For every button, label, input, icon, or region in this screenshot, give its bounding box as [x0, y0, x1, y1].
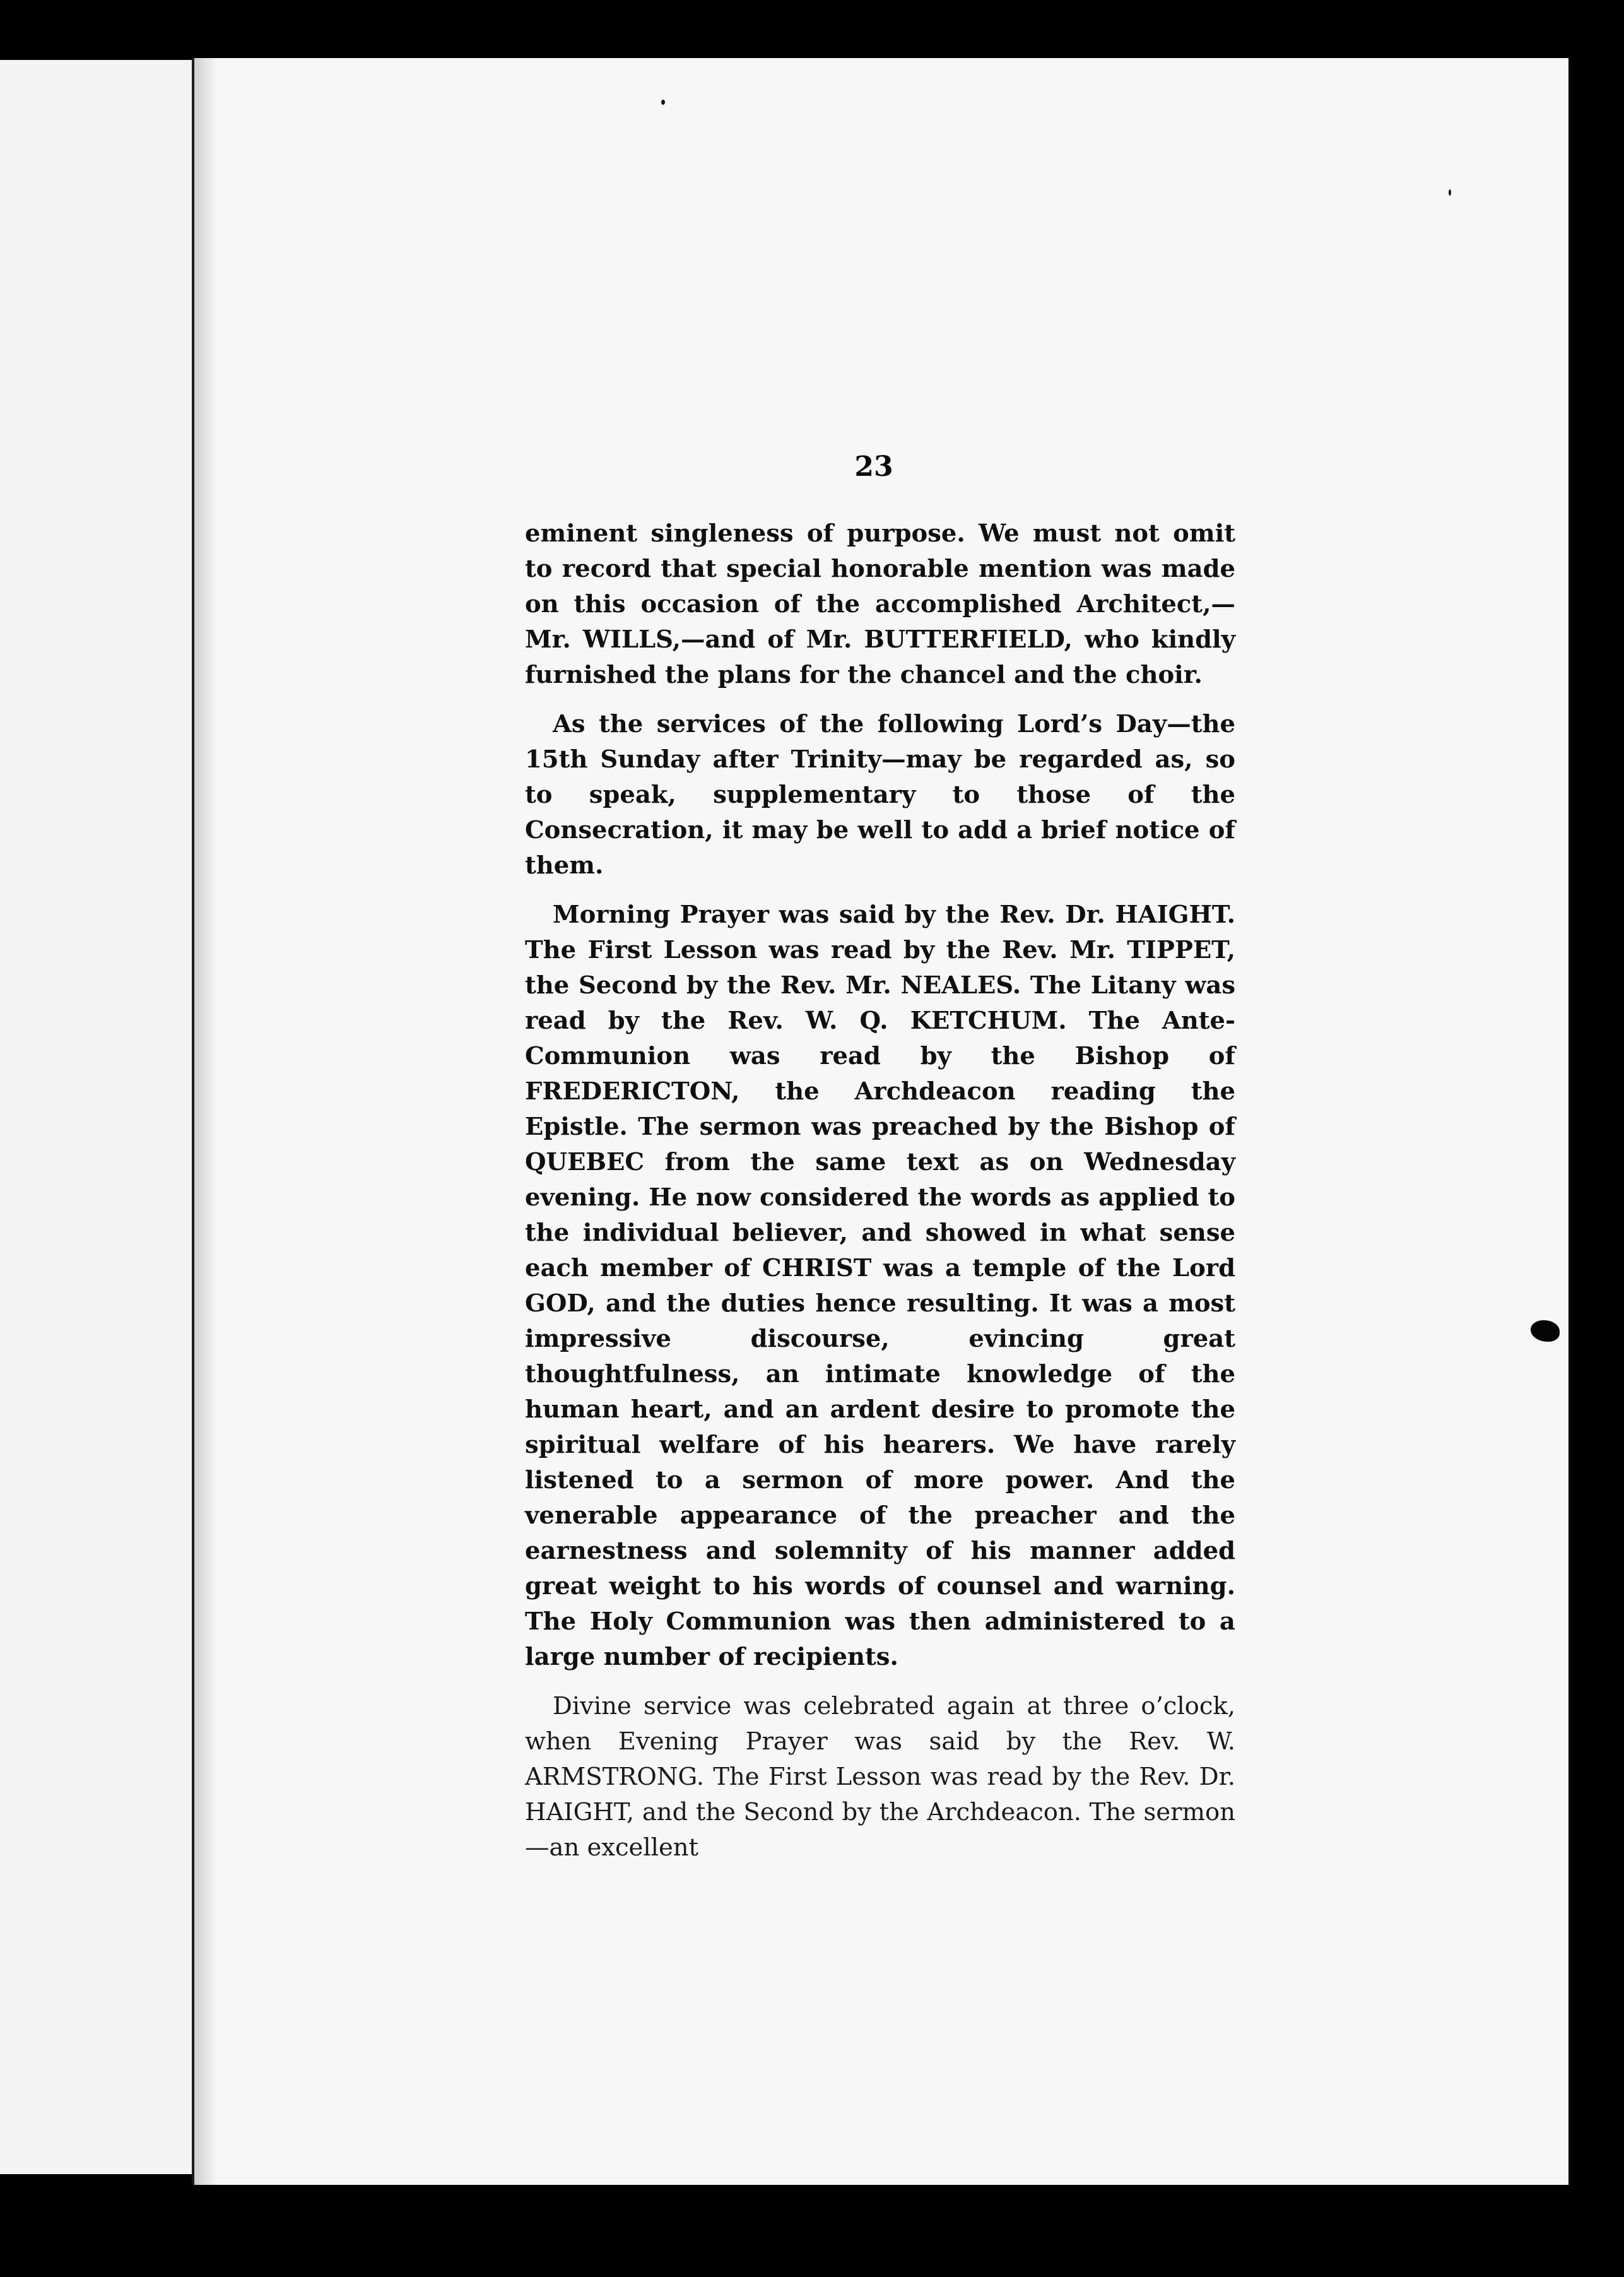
ink-speck: [1449, 189, 1451, 196]
paragraph: As the services of the following Lord’s Day—the 15th Sunday after Trinity—may be regarded as, so to speak, supplementary to those of the Consecration, it may be well to add a brief notice of them.: [525, 710, 1235, 880]
gutter-shadow: [192, 58, 217, 2185]
paragraph: Morning Prayer was said by the Rev. Dr. HAIGHT. The First Lesson was read by the Rev. Mr. TIPPET, the Second by the Rev. Mr. NEALES. The Litany was read by the Rev. W. Q. KETCHUM. The Ante-Communion was read by the Bishop of FREDERICTON, the Archdeacon reading the Epistle. The sermon was preached by the Bishop of QUEBEC from the same text as on Wednesday evening. He now considered the words as applied to the individual believer, and showed in what sense each member of CHRIST was a temple of the Lord GOD, and the duties hence resulting. It was a most impressive discourse, evincing great thoughtfulness, an intimate knowledge of the human heart, and an ardent desire to promote the spiritual welfare of his hearers. We have rarely listened to a sermon of more power. And the venerable appearance of the preacher and the earnestness and solemnity of his manner added great weight to his words of counsel and warning. The Holy Communion was then administered to a large number of recipients.: [525, 901, 1235, 1671]
paragraph: eminent singleness of purpose. We must not omit to record that special honorable mention was made on this occasion of the accomplished Architect,—Mr. WILLS,—and of Mr. BUTTERFIELD, who kindly furnished the plans for the chancel and the choir.: [525, 519, 1235, 689]
page-number: 23: [854, 451, 893, 483]
paragraph: Divine service was celebrated again at three o’clock, when Evening Prayer was said by the Rev. W. ARMSTRONG. The First Lesson was read by the Rev. Dr. HAIGHT, and the Second by the Archdeacon. The sermon—an excellent: [525, 1692, 1235, 1862]
ink-speck: [661, 100, 665, 105]
left-page-edge: [0, 60, 197, 2174]
body-text: [525, 516, 1235, 1879]
